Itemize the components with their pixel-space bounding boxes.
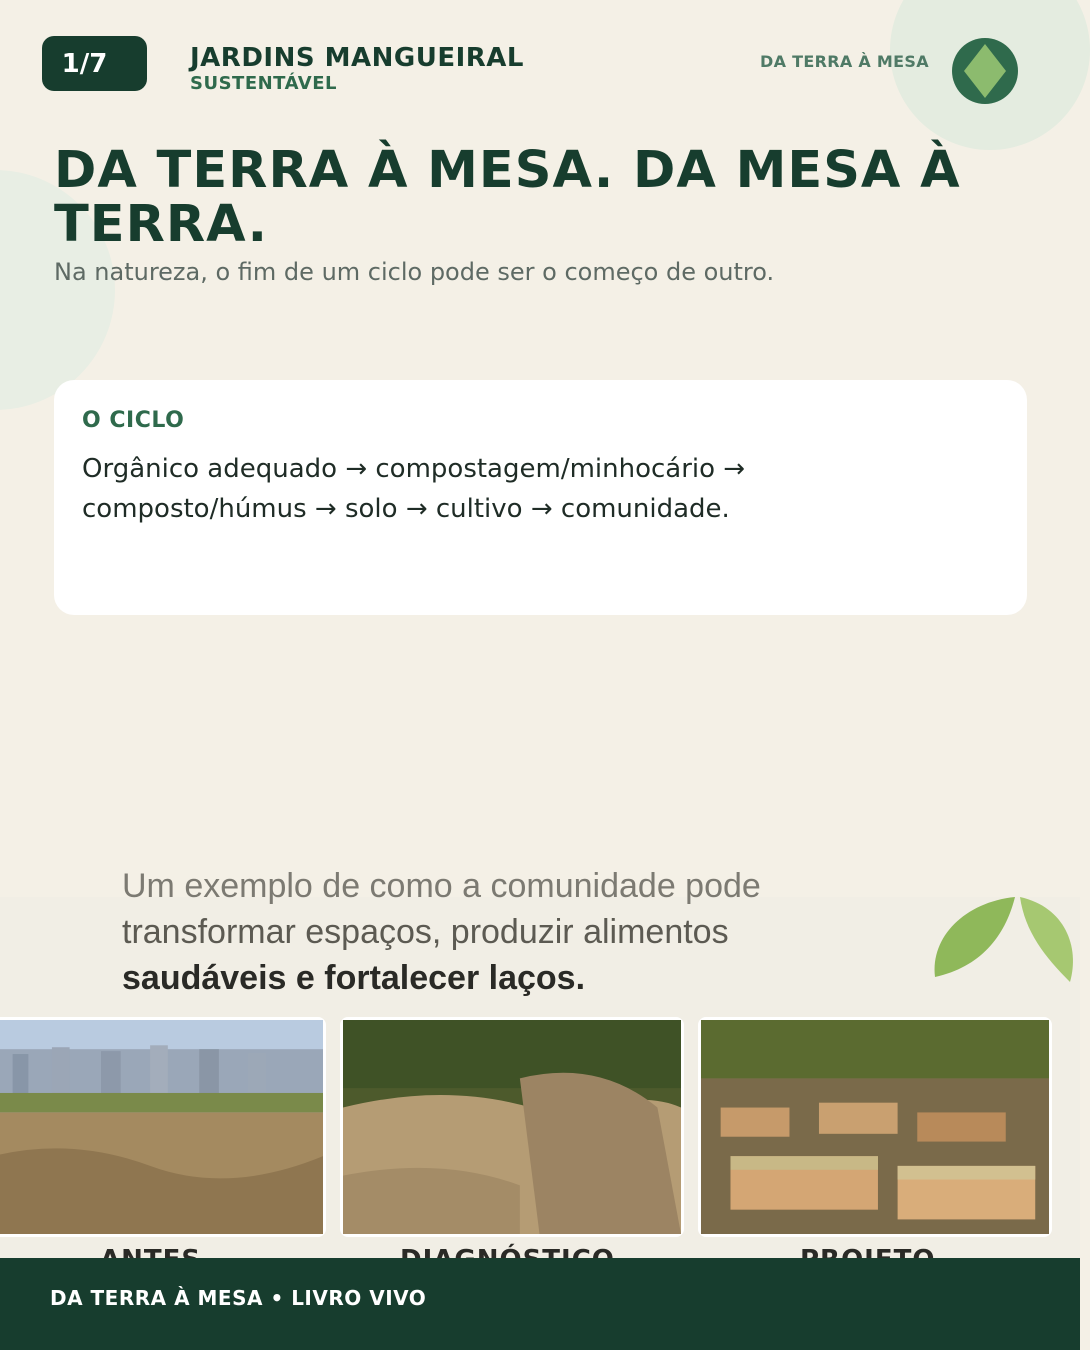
- photo-panel-project: [698, 1017, 1052, 1237]
- brand-name: JARDINS MANGUEIRAL: [190, 43, 524, 73]
- footer-text: DA TERRA À MESA • LIVRO VIVO: [50, 1286, 427, 1310]
- card-body: Orgânico adequado → compostagem/minhocário → composto/húmus → solo → cultivo → comunidade.: [82, 454, 746, 524]
- header-tag: DA TERRA À MESA: [760, 52, 929, 71]
- photo-panel-diagnosis: [340, 1017, 684, 1237]
- page-counter-badge: 1/7: [42, 36, 147, 91]
- photo-caption-line: saudáveis e fortalecer laços.: [122, 959, 586, 997]
- photo-panel-before: [0, 1017, 326, 1237]
- photo-caption-partial: Um exemplo de como a comunidade pode: [122, 867, 761, 905]
- community-garden-photo: [0, 867, 1080, 1258]
- page-subtitle: Na natureza, o fim de um ciclo pode ser o começo de outro.: [54, 258, 775, 286]
- card-title: O CICLO: [82, 408, 185, 433]
- photo-caption: [122, 909, 729, 1001]
- brand: [190, 42, 524, 94]
- photo-caption-line: transformar espaços, produzir alimentos: [122, 913, 729, 951]
- footer-bar: [0, 1258, 1080, 1350]
- cycle-card: [54, 380, 1027, 615]
- leaf-diamond-icon: [952, 38, 1018, 104]
- leaves-decoration: [925, 897, 1080, 987]
- brand-subtitle: SUSTENTÁVEL: [190, 73, 337, 94]
- page-title: DA TERRA À MESA. DA MESA À TERRA.: [54, 141, 961, 254]
